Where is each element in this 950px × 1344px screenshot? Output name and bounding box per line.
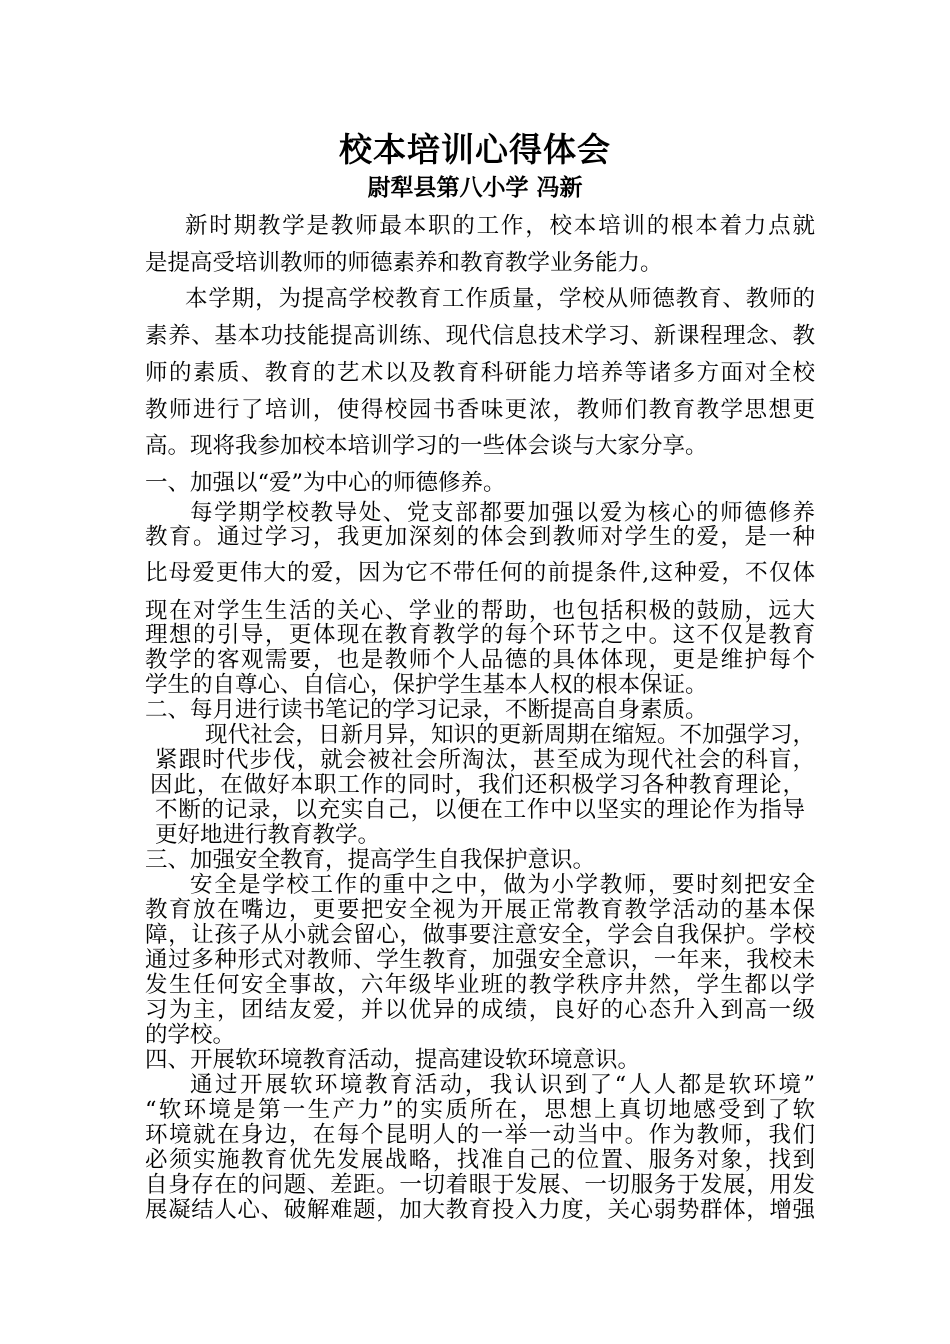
- text-line: 紧跟时代步伐，就会被社会所淘汰，甚至成为现代社会的科盲，: [155, 747, 815, 773]
- section-heading-4: 四、开展软环境教育活动，提高建设软环境意识。: [145, 1047, 641, 1073]
- section-heading-1: 一、加强以“爱”为中心的师德修养。: [145, 470, 506, 496]
- text-line: 教育放在嘴边，更要把安全视为开展正常教育教学活动的基本保: [145, 897, 815, 923]
- document-author: 尉犁县第八小学 冯新: [367, 174, 583, 201]
- text-line: 理想的引导，更体现在教育教学的每个环节之中。这不仅是教育: [145, 622, 815, 648]
- section-heading-3: 三、加强安全教育，提高学生自我保护意识。: [145, 847, 596, 873]
- document-title: 校本培训心得体会: [339, 130, 611, 169]
- text-line: 通过多种形式对教师、学生教育，加强安全意识，一年来，我校未: [145, 947, 815, 973]
- text-line: 素养、基本功技能提高训练、现代信息技术学习、新课程理念、教: [145, 323, 815, 349]
- text-line: 障，让孩子从小就会留心，做事要注意安全，学会自我保护。学校: [145, 922, 815, 948]
- text-line: 自身存在的问题、差距。一切着眼于发展、一切服务于发展，用发: [145, 1172, 815, 1198]
- section-heading-2: 二、每月进行读书笔记的学习记录，不断提高自身素质。: [145, 697, 708, 723]
- text-line: 通过开展软环境教育活动，我认识到了“人人都是软环境”: [190, 1072, 815, 1098]
- text-line: 现在对学生生活的关心、学业的帮助，也包括积极的鼓励，远大: [145, 598, 815, 624]
- text-line: 发生任何安全事故，六年级毕业班的教学秩序井然，学生都以学: [145, 972, 815, 998]
- text-line: 安全是学校工作的重中之中，做为小学教师，要时刻把安全: [190, 872, 815, 898]
- text-line: 高。现将我参加校本培训学习的一些体会谈与大家分享。: [145, 433, 708, 459]
- text-line: 本学期，为提高学校教育工作质量，学校从师德教育、教师的: [185, 286, 815, 312]
- text-line: 新时期教学是教师最本职的工作，校本培训的根本着力点就: [185, 213, 815, 239]
- text-line: 更好地进行教育教学。: [155, 822, 381, 848]
- text-line: 教师进行了培训，使得校园书香味更浓，教师们教育教学思想更: [145, 397, 815, 423]
- text-line: 环境就在身边，在每个昆明人的一举一动当中。作为教师，我们: [145, 1122, 815, 1148]
- text-line: 每学期学校教导处、党支部都要加强以爱为核心的师德修养: [190, 500, 815, 526]
- text-line: 习为主，团结友爱，并以优异的成绩，良好的心态升入到高一级: [145, 997, 815, 1023]
- text-line: 展凝结人心、破解难题，加大教育投入力度，关心弱势群体，增强: [145, 1197, 815, 1223]
- text-line: 教育。通过学习，我更加深刻的体会到教师对学生的爱，是一种: [145, 524, 815, 550]
- text-line: 教学的客观需要，也是教师个人品德的具体体现，更是维护每个: [145, 647, 815, 673]
- text-line: 师的素质、教育的艺术以及教育科研能力培养等诸多方面对全校: [145, 360, 815, 386]
- text-line: 不断的记录，以充实自己，以便在工作中以坚实的理论作为指导: [155, 797, 805, 823]
- text-line: “软环境是第一生产力”的实质所在，思想上真切地感受到了软: [145, 1097, 815, 1123]
- text-line: 因此，在做好本职工作的同时，我们还积极学习各种教育理论，: [150, 772, 805, 798]
- text-line: 比母爱更伟大的爱，因为它不带任何的前提条件,这种爱，不仅体: [145, 560, 815, 586]
- text-line: 的学校。: [145, 1022, 236, 1048]
- text-line: 学生的自尊心、自信心，保护学生基本人权的根本保证。: [145, 672, 708, 698]
- text-line: 必须实施教育优先发展战略，找准自己的位置、服务对象，找到: [145, 1147, 815, 1173]
- text-line: 现代社会，日新月异，知识的更新周期在缩短。不加强学习，: [205, 722, 815, 748]
- text-line: 是提高受培训教师的师德素养和教育教学业务能力。: [145, 250, 663, 276]
